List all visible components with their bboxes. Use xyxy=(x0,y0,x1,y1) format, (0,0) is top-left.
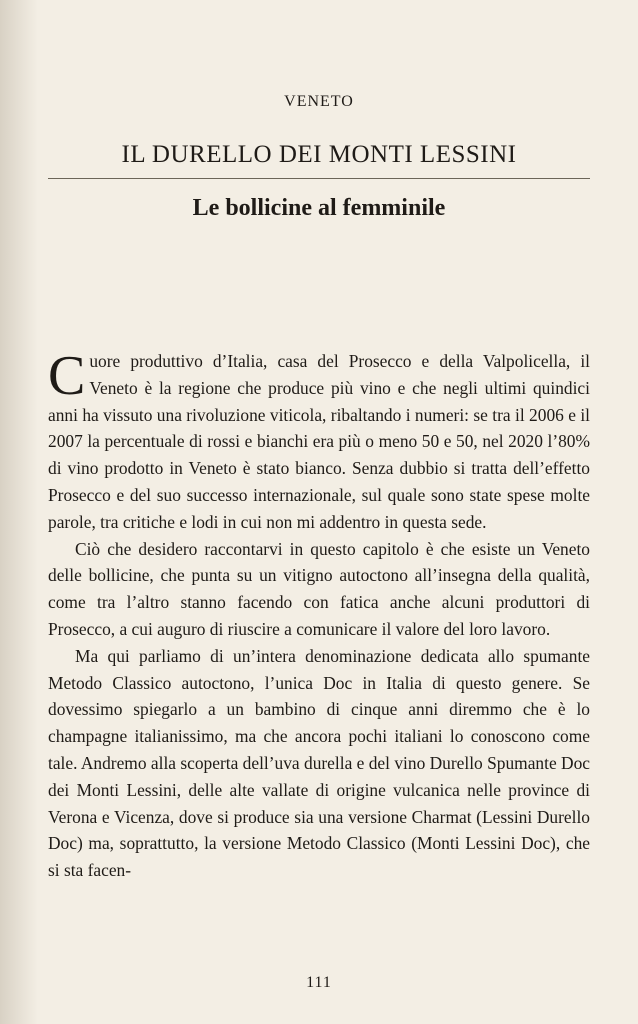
paragraph-3: Ma qui parliamo di un’intera denominazione dedicata allo spumante Metodo Classico autoctono, l’unica Doc in Italia di questo genere. Se dovessimo spiegarlo a un bambino di cinque anni diremmo che è lo champagne italianissimo, ma che ancora pochi italiani lo conoscono come tale. Andremo alla scoperta dell’uva durella e del vino Durello Spumante Doc dei Monti Lessini, delle alte vallate di origine vulcanica nelle province di Verona e Vicenza, dove si produce sia una versione Charmat (Lessini Durello Doc) ma, soprattutto, la versione Metodo Classico (Monti Lessini Doc), che si sta facen- xyxy=(48,645,590,881)
chapter-subtitle: Le bollicine al femminile xyxy=(192,194,446,221)
paragraph-1-text: uore produttivo d’Italia, casa del Prosecco e della Valpolicella, il Veneto è la regione che produce più vino e che negli ultimi quindici anni ha vissuto una rivoluzione viticola, ribaltando i numeri: se tra il 2006 e il 2007 la percentuale di rossi e bianchi era più o meno 50 e 50, nel 2020 l’80% di vino prodotto in Veneto è stato bianco. Senza dubbio si tratta dell’effetto Prosecco e del suo successo internazionale, sul quale sono state spese molte parole, tra critiche e lodi in cui non mi addentro in questa sede. xyxy=(48,351,590,532)
page-number: 111 xyxy=(306,974,332,991)
title-divider xyxy=(48,178,590,179)
region-label: VENETO xyxy=(284,93,354,110)
chapter-header xyxy=(48,93,590,221)
page-edge-shadow xyxy=(0,0,38,1024)
paragraph-1 xyxy=(48,345,590,536)
paragraph-2: Ciò che desidero raccontarvi in questo capitolo è che esiste un Veneto delle bollicine, che punta su un vitigno autoctono all’insegna della qualità, come tra l’altro stanno facendo con fatica anche alcuni produttori di Prosecco, a cui auguro di riuscire a comunicare il valore del loro lavoro. xyxy=(48,538,590,639)
chapter-title: IL DURELLO DEI MONTI LESSINI xyxy=(121,141,517,168)
body-text xyxy=(48,345,590,884)
drop-cap: C xyxy=(48,345,86,407)
